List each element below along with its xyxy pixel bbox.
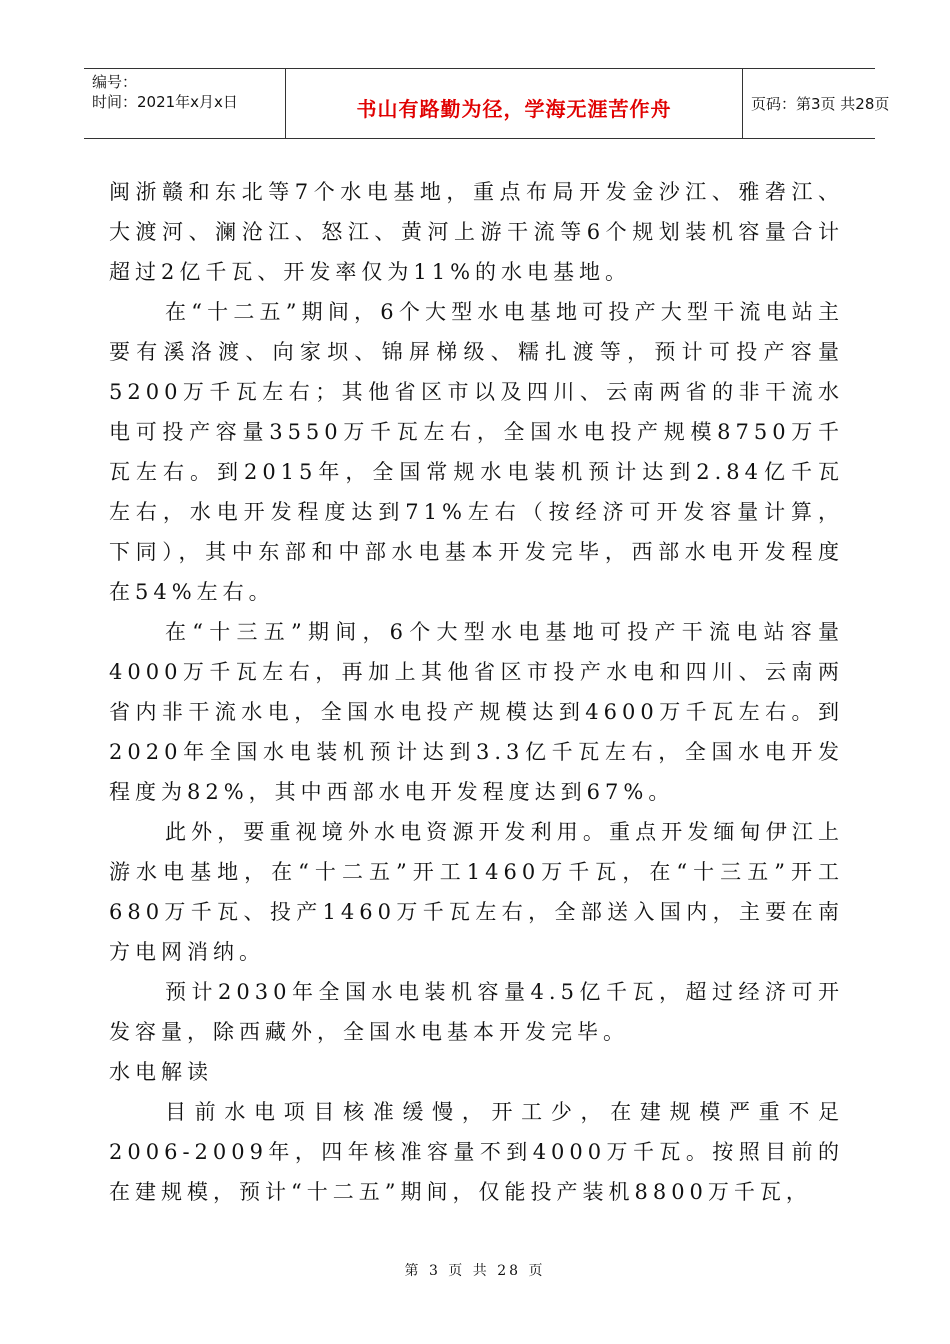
section-heading: 水电解读 [109,1060,213,1084]
header-motto-cell [286,69,743,138]
header-meta-cell [84,69,286,138]
header-page-cell [743,69,890,138]
paragraph-continuation: 闽浙赣和东北等7个水电基地，重点布局开发金沙江、雅砻江、大渡河、澜沧江、怒江、黄河上游干流等6个规划装机容量合计超过2亿千瓦、开发率仅为11%的水电基地。 [109,180,844,284]
document-number-label: 编号： [92,73,138,91]
paragraph-thirteenth-five-year: 在“十三五”期间，6个大型水电基地可投产干流电站容量4000万千瓦左右，再加上其他省区市投产水电和四川、云南两省内非干流水电，全国水电投产规模达到4600万千瓦左右。到2020年全国水电装机预计达到3.3亿千瓦左右，全国水电开发程度为82%，其中西部水电开发程度达到67%。 [109,620,844,804]
paragraph-interpretation: 目前水电项目核准缓慢，开工少，在建规模严重不足2006-2009年，四年核准容量不到4000万千瓦。按照目前的在建规模，预计“十二五”期间，仅能投产装机8800万千瓦， [109,1100,844,1204]
paragraph-overseas-hydropower: 此外，要重视境外水电资源开发利用。重点开发缅甸伊江上游水电基地，在“十二五”开工1460万千瓦，在“十三五”开工680万千瓦、投产1460万千瓦左右，全部送入国内，主要在南方电网消纳。 [109,820,844,964]
document-body [109,172,844,1212]
motto-text: 书山有路勤为径，学海无涯苦作舟 [356,97,672,121]
page-code-label: 页码：第3页 共28页 [751,95,890,113]
page-header [84,68,890,139]
page-footer: 第 3 页 共 28 页 [404,1263,546,1279]
document-time-label: 时间：2021年x月x日 [92,93,238,111]
paragraph-2030-forecast: 预计2030年全国水电装机容量4.5亿千瓦，超过经济可开发容量，除西藏外，全国水电基本开发完毕。 [109,980,844,1044]
paragraph-twelfth-five-year: 在“十二五”期间，6个大型水电基地可投产大型干流电站主要有溪洛渡、向家坝、锦屏梯级、糯扎渡等，预计可投产容量5200万千瓦左右；其他省区市以及四川、云南两省的非干流水电可投产容量3550万千瓦左右，全国水电投产规模8750万千瓦左右。到2015年，全国常规水电装机预计达到2.84亿千瓦左右，水电开发程度达到71%左右（按经济可开发容量计算，下同），其中东部和中部水电基本开发完毕，西部水电开发程度在54%左右。 [109,300,844,604]
